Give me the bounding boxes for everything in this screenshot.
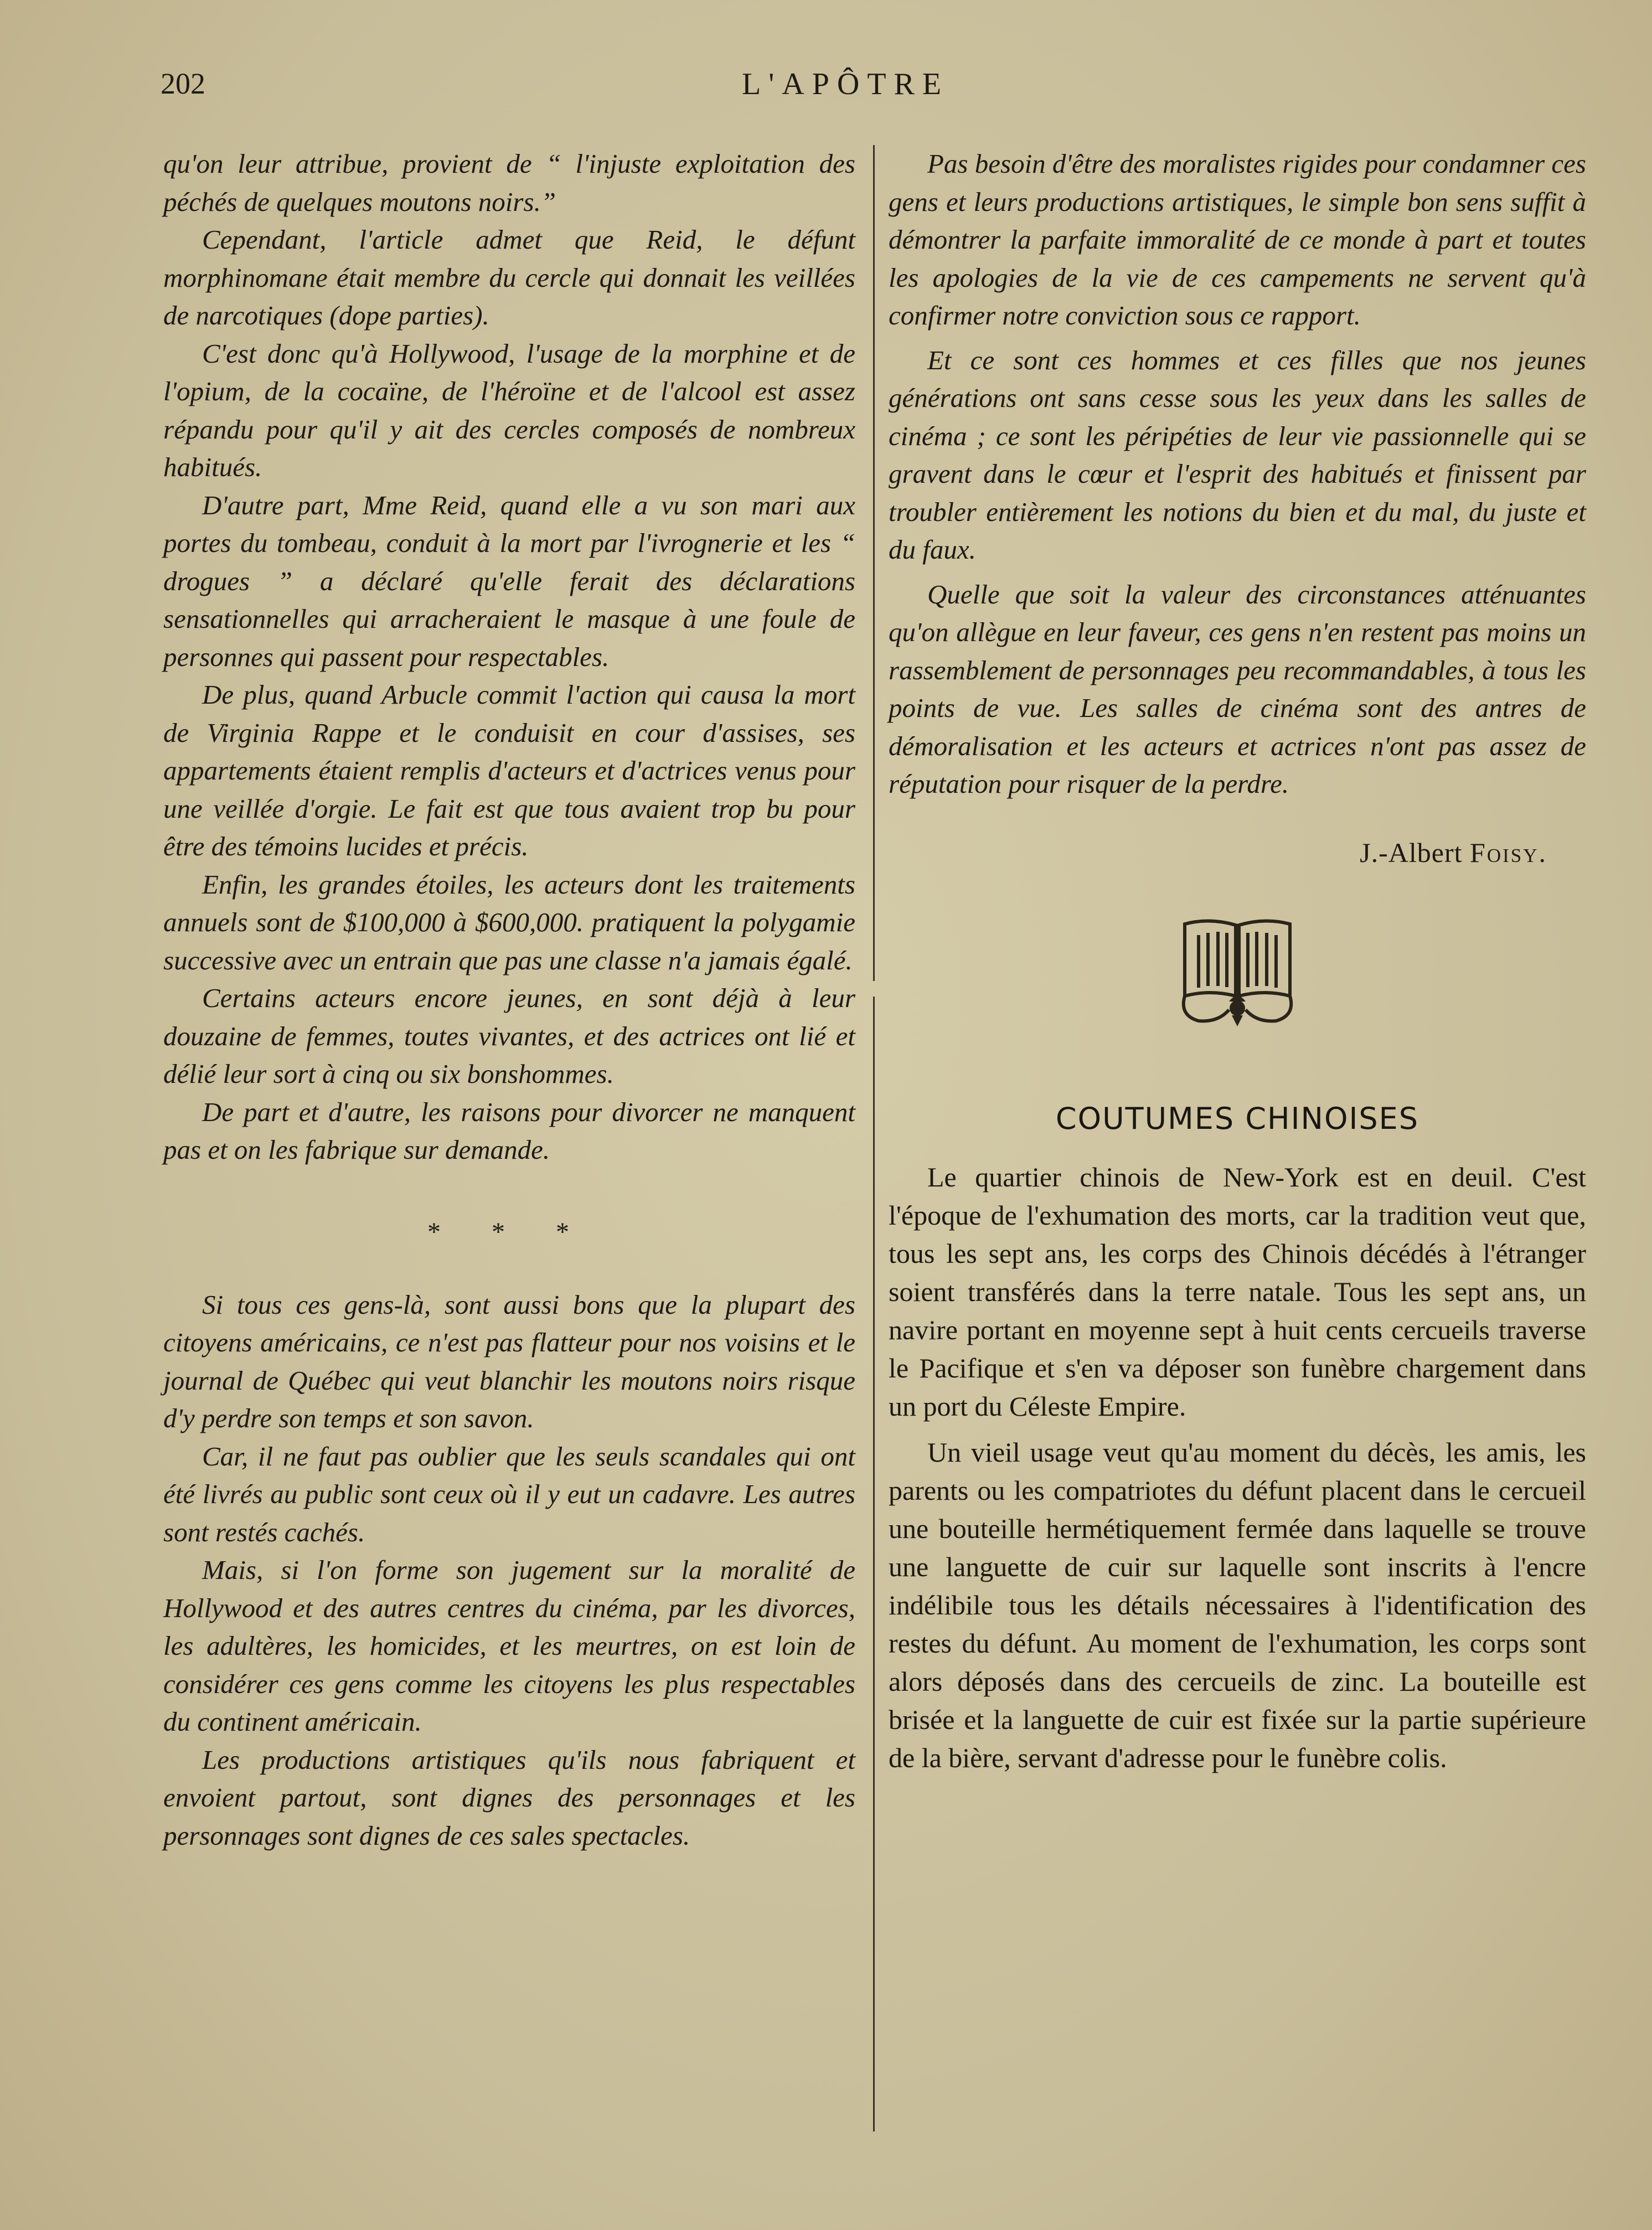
column-divider-upper <box>873 145 875 981</box>
column-divider-lower <box>873 997 875 2131</box>
page-header <box>161 66 1545 116</box>
paragraph: Enfin, les grandes étoiles, les acteurs dont les traitements annuels sont de $100,000 à $600,000. pratiquent la polygamie successive avec un entrain que pas une classe n'a jamais égalé. <box>163 869 855 975</box>
section-separator: * * * <box>427 1217 591 1247</box>
open-book-ornament-icon <box>1174 913 1301 1029</box>
paragraph: C'est donc qu'à Hollywood, l'usage de la morphine et de l'opium, de la cocaïne, de l'héroïne et de l'alcool est assez répandu pour qu'il y ait des cercles composés de nombreux habitués. <box>163 338 855 482</box>
paragraph: D'autre part, Mme Reid, quand elle a vu son mari aux portes du tombeau, conduit à la mort par l'ivrognerie et les “ drogues ” a déclaré qu'elle ferait des déclarations sensationnelles qui arracheraient le masque à une foule de personnes qui passent pour respectables. <box>163 489 855 672</box>
author-signature <box>889 837 1547 869</box>
page-number: 202 <box>161 67 205 100</box>
running-title: L'APÔTRE <box>742 67 949 101</box>
paragraph: Le quartier chinois de New-York est en deuil. C'est l'époque de l'exhumation des morts, car la tradition veut que, tous les sept ans, les corps des Chinois décédés à l'étranger soient transférés dans la terre natale. Tous les sept ans, un navire portant en moyenne sept à huit cents cercueils traverse le Pacifique et s'en va déposer son funèbre chargement dans un port du Céleste Empire. <box>889 1161 1586 1422</box>
paragraph: Certains acteurs encore jeunes, en sont déjà à leur douzaine de femmes, toutes vivantes, et des actrices ont lié et délié leur sort à cinq ou six bonshommes. <box>163 983 855 1089</box>
author-surname: Foisy. <box>1470 837 1547 868</box>
section-title: COUTUMES CHINOISES <box>1055 1101 1419 1136</box>
paragraph: Et ce sont ces hommes et ces filles que nos jeunes générations ont sans cesse sous les yeux dans les salles de cinéma ; ce sont les péripéties de leur vie passionnelle qui se gravent dans le cœur et l'esprit des habitués et finissent par troubler entièrement les notions du bien et du mal, du juste et du faux. <box>889 344 1586 565</box>
paragraph: Pas besoin d'être des moralistes rigides pour condamner ces gens et leurs productions artistiques, le simple bon sens suffit à démontrer la parfaite immoralité de ce monde à part et toutes les apologies de la vie de ces campements ne servent qu'à confirmer notre conviction sous ce rapport. <box>889 148 1586 331</box>
left-column <box>163 145 855 1855</box>
paragraph: Les productions artistiques qu'ils nous fabriquent et envoient partout, sont dignes des personnages et les personnages sont dignes de ces sales spectacles. <box>163 1744 855 1851</box>
author-prefix: J.-Albert <box>1360 837 1463 868</box>
paragraph: De part et d'autre, les raisons pour divorcer ne manquent pas et on les fabrique sur demande. <box>163 1096 855 1165</box>
right-column <box>889 145 1586 1777</box>
paragraph: Mais, si l'on forme son jugement sur la moralité de Hollywood et des autres centres du cinéma, par les divorces, les adultères, les homicides, et les meurtres, on est loin de considérer ces gens comme les citoyens les plus respectables du continent américain. <box>163 1555 855 1737</box>
paragraph: De plus, quand Arbucle commit l'action qui causa la mort de Virginia Rappe et le conduisit en cour d'assises, ses appartements étaient remplis d'acteurs et d'actrices venus pour une veillée d'orgie. Le fait est que tous avaient trop bu pour être des témoins lucides et précis. <box>163 679 855 861</box>
paragraph: Un vieil usage veut qu'au moment du décès, les amis, les parents ou les compatriotes du défunt placent dans le cercueil une bouteille hermétiquement fermée dans laquelle se trouve une languette de cuir sur laquelle sont inscrits à l'encre indélibile tous les détails nécessaires à l'identification des restes du défunt. Au moment de l'exhumation, les corps sont alors déposés dans des cercueils de zinc. La bouteille est brisée et la languette de cuir est fixée sur la partie supérieure de la bière, servant d'adresse pour le funèbre colis. <box>889 1436 1586 1773</box>
paragraph: Si tous ces gens-là, sont aussi bons que la plupart des citoyens américains, ce n'est pas flatteur pour nos voisins et le journal de Québec qui veut blanchir les moutons noirs risque d'y perdre son temps et son savon. <box>163 1289 855 1433</box>
paragraph: Car, il ne faut pas oublier que les seuls scandales qui ont été livrés au public sont ceux où il y eut un cadavre. Les autres sont restés cachés. <box>163 1441 855 1547</box>
paragraph: Quelle que soit la valeur des circonstances atténuantes qu'on allègue en leur faveur, ces gens n'en restent pas moins un rassemblement de personnages peu recommandables, à tous les points de vue. Les salles de cinéma sont des antres de démoralisation et les acteurs et actrices n'ont pas assez de réputation pour risquer de la perdre. <box>889 579 1586 799</box>
paragraph: Cependant, l'article admet que Reid, le défunt morphinomane était membre du cercle qui donnait les veillées de narcotiques (dope parties). <box>163 224 855 331</box>
paragraph: qu'on leur attribue, provient de “ l'injuste exploitation des péchés de quelques moutons noirs.” <box>163 148 855 217</box>
